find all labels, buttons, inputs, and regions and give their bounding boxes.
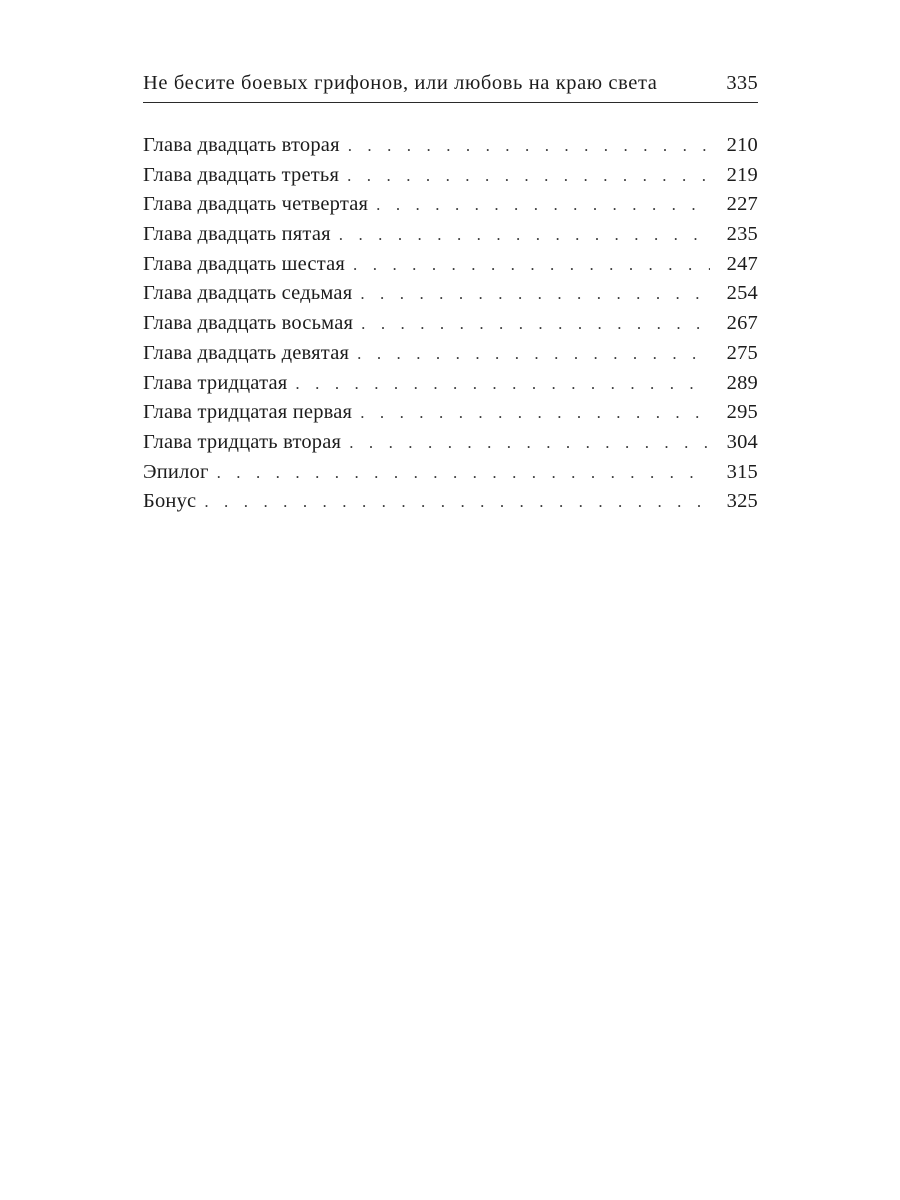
toc-entry-page: 304 (726, 430, 758, 453)
toc-entry-label: Глава двадцать восьмая (143, 312, 354, 335)
page-number: 335 (726, 72, 758, 94)
table-of-contents (143, 131, 758, 517)
toc-entry-page: 289 (726, 371, 758, 394)
toc-entry-page: 325 (726, 490, 758, 513)
toc-entry-page: 247 (726, 252, 758, 275)
toc-entry-label: Глава двадцать пятая (143, 223, 331, 246)
running-head-title: Не бесите боевых грифонов, или любовь на краю света (143, 72, 658, 94)
toc-entry-label: Глава двадцать седьмая (143, 282, 353, 305)
toc-entry (143, 398, 758, 428)
toc-entry-page: 254 (726, 282, 758, 305)
toc-entry (143, 220, 758, 250)
dot-leader (360, 279, 710, 309)
toc-entry-page: 210 (726, 134, 758, 156)
dot-leader (357, 339, 710, 369)
dot-leader (349, 428, 710, 458)
toc-entry (143, 458, 758, 488)
dot-leader (347, 161, 710, 191)
toc-entry-page: 227 (726, 193, 758, 216)
toc-entry (143, 250, 758, 280)
dot-leader (348, 131, 710, 161)
toc-entry-label: Глава двадцать вторая (143, 134, 340, 156)
toc-entry (143, 339, 758, 369)
toc-entry-label: Глава тридцатая первая (143, 401, 353, 424)
dot-leader (361, 309, 710, 339)
dot-leader (376, 190, 710, 220)
dot-leader (360, 398, 710, 428)
toc-entry-page: 219 (726, 163, 758, 186)
toc-entry (143, 487, 758, 517)
dot-leader (295, 369, 710, 399)
toc-entry (143, 428, 758, 458)
toc-entry-label: Глава двадцать девятая (143, 341, 350, 364)
toc-entry (143, 279, 758, 309)
dot-leader (204, 487, 710, 517)
toc-entry-label: Глава тридцать вторая (143, 430, 342, 453)
toc-entry-label: Эпилог (143, 460, 209, 483)
dot-leader (217, 458, 710, 488)
toc-entry-label: Глава двадцать третья (143, 163, 340, 186)
toc-entry-label: Глава тридцатая (143, 371, 288, 394)
toc-entry (143, 309, 758, 339)
toc-entry (143, 131, 758, 161)
toc-entry-label: Бонус (143, 490, 197, 513)
toc-entry-page: 267 (726, 312, 758, 335)
toc-entry-label: Глава двадцать четвертая (143, 193, 369, 216)
dot-leader (339, 220, 710, 250)
toc-entry-page: 295 (726, 401, 758, 424)
toc-entry-page: 235 (726, 223, 758, 246)
running-head (143, 68, 758, 103)
toc-entry (143, 190, 758, 220)
toc-entry-page: 315 (726, 460, 758, 483)
toc-entry (143, 369, 758, 399)
toc-entry-label: Глава двадцать шестая (143, 252, 346, 275)
dot-leader (353, 250, 710, 280)
toc-entry-page: 275 (726, 341, 758, 364)
book-page (143, 68, 758, 533)
toc-entry (143, 161, 758, 191)
